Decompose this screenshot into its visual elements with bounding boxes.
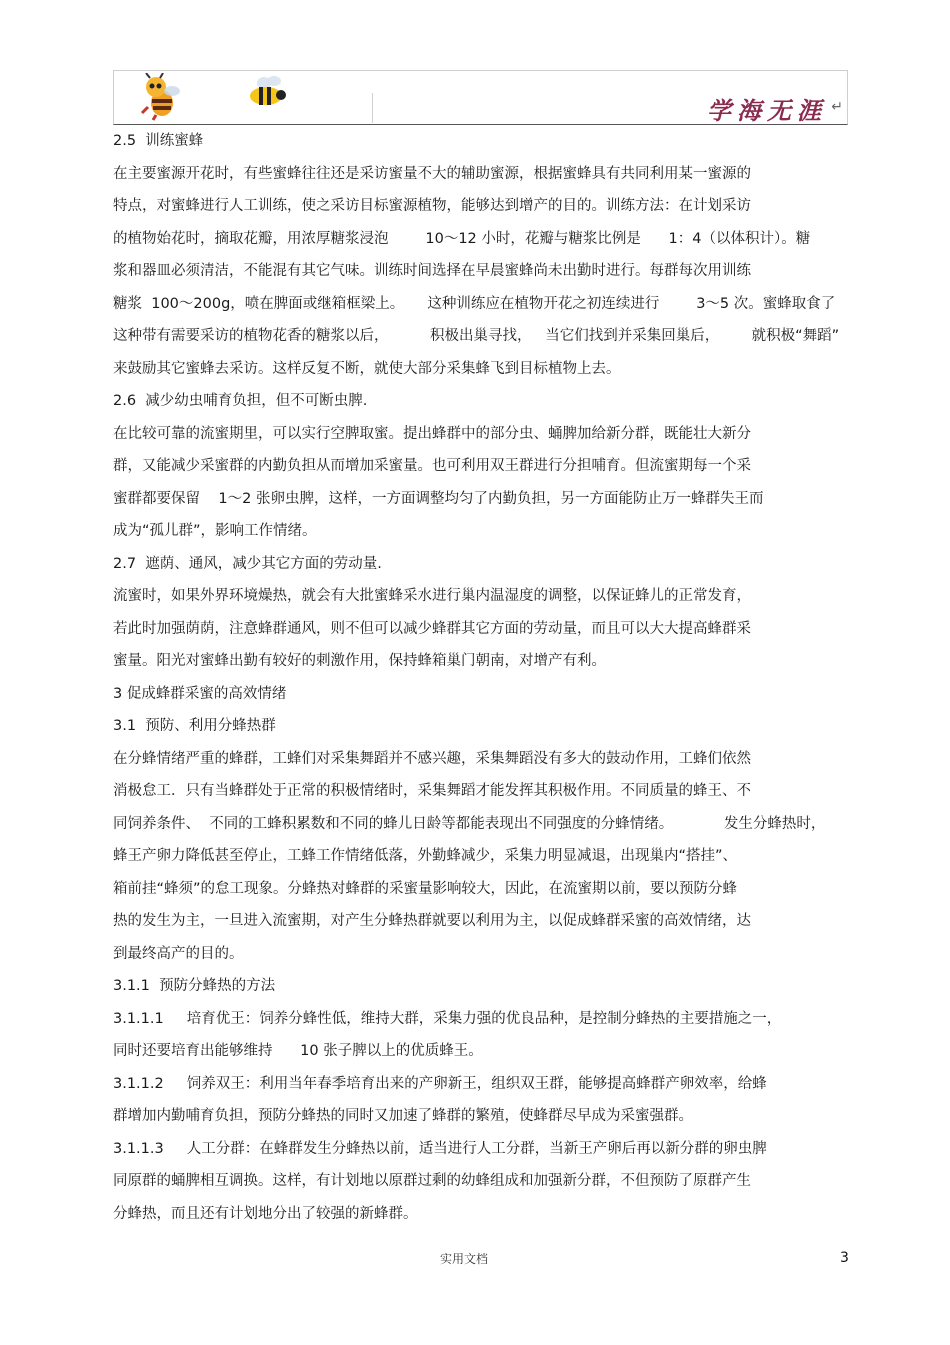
header-divider <box>372 93 373 123</box>
text-line: 分蜂热，而且还有计划地分出了较强的新蜂群。 <box>113 1205 418 1222</box>
text-line: 糖浆 100～200g，喷在脾面或继箱框梁上。 这种训练应在植物开花之初连续进行 3～5 次。蜜蜂取食了 <box>113 295 836 312</box>
text-line: 在分蜂情绪严重的蜂群，工蜂们对采集舞蹈并不感兴趣，采集舞蹈没有多大的鼓动作用，工蜂们依然 <box>113 750 751 767</box>
text-line: 到最终高产的目的。 <box>113 945 244 962</box>
text-line: 2.7 遮荫、通风，减少其它方面的劳动量. <box>113 555 382 572</box>
page-header <box>113 70 848 125</box>
text-line: 3.1.1.1 培育优王：饲养分蜂性低，维持大群，采集力强的优良品种，是控制分蜂热的主要措施之一， <box>113 1010 782 1027</box>
text-line: 同时还要培育出能够维持 10 张子脾以上的优质蜂王。 <box>113 1043 483 1059</box>
text-line: 3.1 预防、利用分蜂热群 <box>113 718 276 734</box>
text-line: 2.6 减少幼虫哺育负担，但不可断虫脾. <box>113 393 368 409</box>
text-line: 蜜群都要保留 1～2 张卵虫脾，这样，一方面调整均匀了内勤负担，另一方面能防止万一蜂群失王而 <box>113 490 764 507</box>
footer-label: 实用文档 <box>440 1252 489 1266</box>
text-line: 这种带有需要采访的植物花香的糖浆以后， 积极出巢寻找， 当它们找到并采集回巢后， 就积极“舞蹈” <box>113 328 840 344</box>
text-line: 同原群的蛹脾相互调换。这样，有计划地以原群过剩的幼蜂组成和加强新分群，不但预防了原群产生 <box>113 1173 751 1189</box>
text-line: 蜜量。阳光对蜜蜂出勤有较好的刺激作用，保持蜂箱巢门朝南，对增产有利。 <box>113 653 606 669</box>
text-line: 群，又能减少采蜜群的内勤负担从而增加采蜜量。也可利用双王群进行分担哺育。但流蜜期每一个采 <box>113 458 751 474</box>
text-line: 若此时加强荫荫，注意蜂群通风，则不但可以减少蜂群其它方面的劳动量，而且可以大大提高蜂群采 <box>113 620 751 637</box>
text-line: 的植物始花时，摘取花瓣，用浓厚糖浆浸泡 10～12 小时，花瓣与糖浆比例是 1：4（以体积计）。糖 <box>113 230 811 247</box>
text-line: 流蜜时，如果外界环境燥热，就会有大批蜜蜂采水进行巢内温湿度的调整，以保证蜂儿的正常发育， <box>113 588 751 604</box>
bee-mascot-icon <box>136 73 184 121</box>
text-line: 特点，对蜜蜂进行人工训练，使之采访目标蜜源植物，能够达到增产的目的。训练方法：在计划采访 <box>113 198 751 214</box>
text-line: 3 促成蜂群采蜜的高效情绪 <box>113 685 287 702</box>
document-body <box>113 125 848 1230</box>
text-line: 成为“孤儿群”，影响工作情绪。 <box>113 523 317 539</box>
text-line: 浆和器皿必须清洁，不能混有其它气味。训练时间选择在早晨蜜蜂尚未出勤时进行。每群每次用训练 <box>113 263 751 279</box>
header-return-mark: ↵ <box>831 99 843 115</box>
text-line: 同饲养条件、 不同的工蜂积累数和不同的蜂儿日龄等都能表现出不同强度的分蜂情绪。 发生分蜂热时， <box>113 815 826 832</box>
header-motto: 学海无涯 <box>707 96 827 125</box>
text-line: 3.1.1.2 饲养双王：利用当年春季培育出来的产卵新王，组织双王群，能够提高蜂群产卵效率，给蜂 <box>113 1075 767 1092</box>
text-line: 2.5 训练蜜蜂 <box>113 133 204 149</box>
text-line: 3.1.1.3 人工分群：在蜂群发生分蜂热以前，适当进行人工分群，当新王产卵后再以新分群的卵虫脾 <box>113 1140 767 1157</box>
text-line: 蜂王产卵力降低甚至停止，工蜂工作情绪低落，外勤蜂减少，采集力明显减退，出现巢内“搭挂”、 <box>113 848 738 864</box>
text-line: 箱前挂“蜂须”的怠工现象。分蜂热对蜂群的采蜜量影响较大，因此，在流蜜期以前，要以预防分蜂 <box>113 880 738 897</box>
text-line: 群增加内勤哺育负担，预防分蜂热的同时又加速了蜂群的繁殖，使蜂群尽早成为采蜜强群。 <box>113 1108 693 1124</box>
text-line: 来鼓励其它蜜蜂去采访。这样反复不断，就使大部分采集蜂飞到目标植物上去。 <box>113 360 621 377</box>
text-line: 3.1.1 预防分蜂热的方法 <box>113 978 276 994</box>
bee-icon <box>244 75 288 109</box>
page-number: 3 <box>840 1250 849 1266</box>
text-line: 在主要蜜源开花时，有些蜜蜂往往还是采访蜜量不大的辅助蜜源，根据蜜蜂具有共同利用某一蜜源的 <box>113 165 751 182</box>
text-line: 消极怠工．只有当蜂群处于正常的积极情绪时，采集舞蹈才能发挥其积极作用。不同质量的蜂王、不 <box>113 783 751 799</box>
text-line: 在比较可靠的流蜜期里，可以实行空脾取蜜。提出蜂群中的部分虫、蛹脾加给新分群，既能壮大新分 <box>113 425 751 442</box>
text-line: 热的发生为主，一旦进入流蜜期，对产生分蜂热群就要以利用为主，以促成蜂群采蜜的高效情绪，达 <box>113 913 751 929</box>
